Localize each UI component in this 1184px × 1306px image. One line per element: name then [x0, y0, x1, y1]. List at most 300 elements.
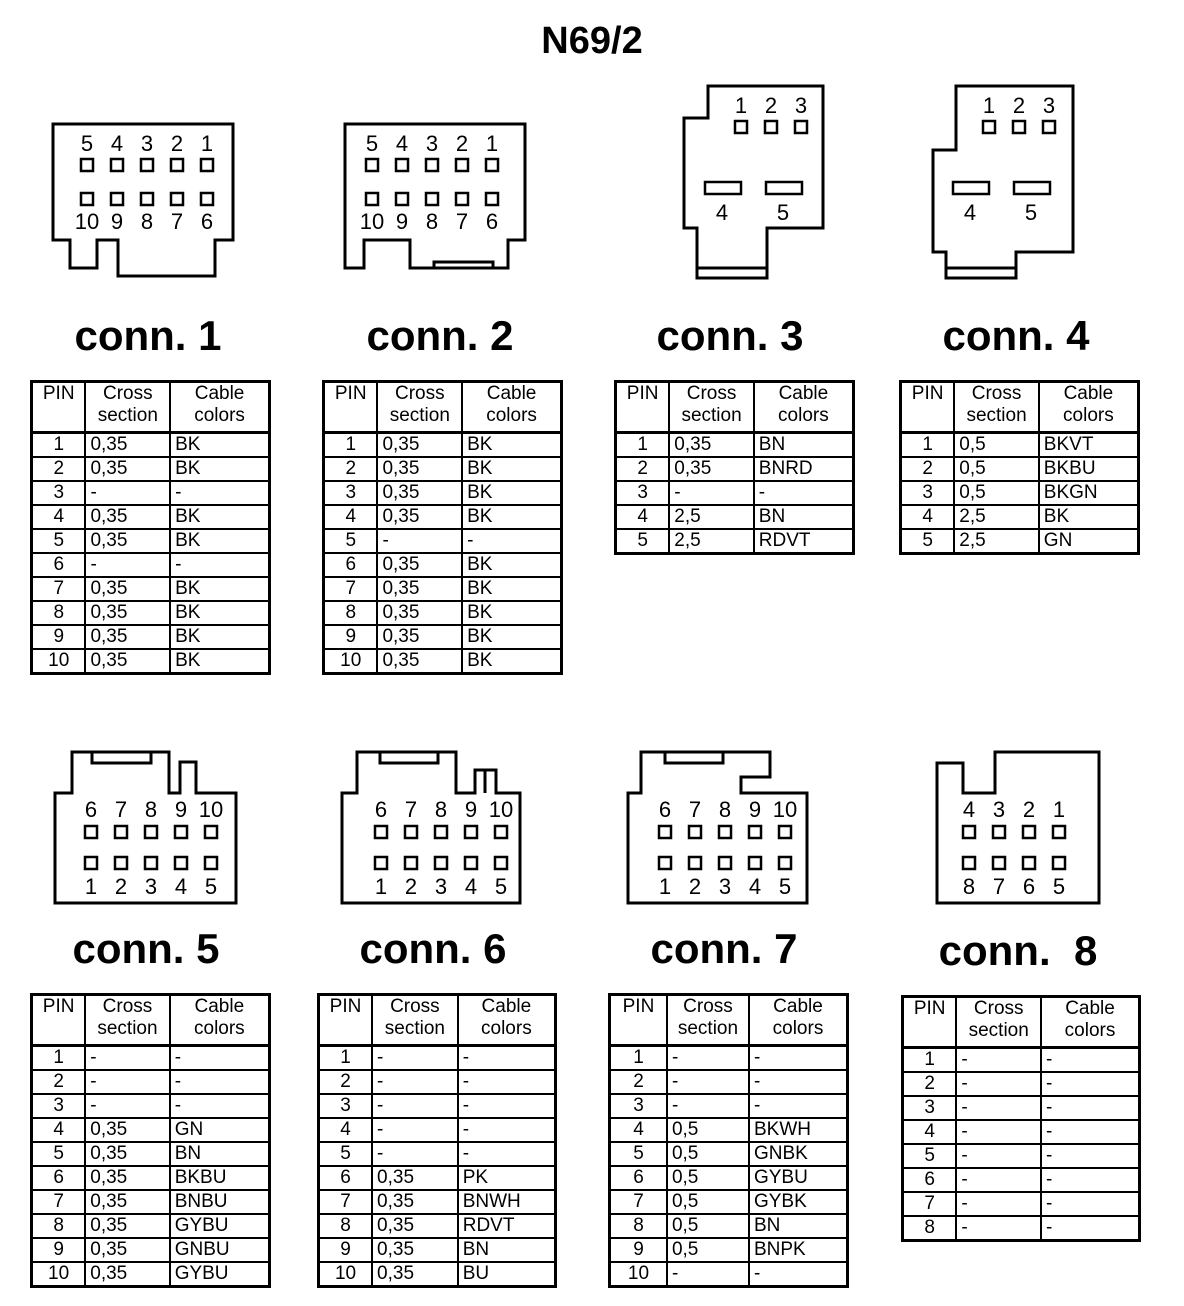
cable-color-value: BK — [170, 577, 269, 601]
cable-color-value: BKBU — [1039, 457, 1139, 481]
cross-section-value: - — [372, 1094, 458, 1118]
cable-color-value: BK — [170, 457, 269, 481]
cable-color-value: - — [458, 1094, 556, 1118]
connector-6-latch — [380, 752, 438, 763]
blade-cavity — [1014, 182, 1050, 194]
cross-section-value: 0,5 — [667, 1118, 749, 1142]
cable-color-value: BU — [458, 1262, 556, 1287]
cross-section-value: 0,35 — [85, 1118, 169, 1142]
pin-label: 4 — [715, 200, 729, 225]
pin-number: 2 — [319, 1070, 373, 1094]
pin-label: 5 — [1052, 874, 1066, 899]
table-row — [319, 1142, 556, 1166]
cross-section-value: 0,35 — [372, 1190, 458, 1214]
table-row — [324, 553, 562, 577]
header-cable-colors: Cable colors — [754, 382, 854, 433]
pin-number: 4 — [319, 1118, 373, 1142]
pin-number: 2 — [903, 1072, 957, 1096]
pin-cavity — [486, 159, 498, 171]
pin-label: 5 — [494, 874, 508, 899]
cable-color-value: - — [1041, 1072, 1139, 1096]
pin-number: 8 — [32, 601, 86, 625]
cable-color-value: GNBU — [170, 1238, 270, 1262]
cable-color-value: BNPK — [749, 1238, 848, 1262]
cross-section-value: - — [956, 1216, 1041, 1241]
cable-color-value: BK — [170, 649, 269, 674]
table-row — [319, 1214, 556, 1238]
pin-number: 2 — [610, 1070, 667, 1094]
connector-6-title: conn. 6 — [359, 925, 507, 972]
pin-cavity — [396, 193, 408, 205]
pin-label: 6 — [485, 209, 499, 234]
header-pin: PIN — [901, 382, 955, 433]
pin-label: 9 — [110, 209, 124, 234]
pin-label: 4 — [395, 131, 409, 156]
cable-color-value: GYBU — [749, 1166, 848, 1190]
pin-cavity — [659, 826, 671, 838]
table-row — [32, 1094, 270, 1118]
pin-cavity — [115, 857, 127, 869]
table-row — [324, 649, 562, 674]
header-pin: PIN — [32, 995, 86, 1046]
pin-label: 1 — [734, 93, 748, 118]
cross-section-value: 0,5 — [667, 1142, 749, 1166]
pin-number: 8 — [610, 1214, 667, 1238]
header-cable-colors: Cable colors — [170, 995, 270, 1046]
cross-section-value: 0,35 — [669, 433, 754, 458]
pin-number: 10 — [610, 1262, 667, 1287]
pin-label: 10 — [772, 797, 798, 822]
table-row — [324, 433, 562, 458]
cross-section-value: 0,35 — [372, 1214, 458, 1238]
table-row — [903, 1192, 1140, 1216]
table-row — [319, 1238, 556, 1262]
cross-section-value: - — [85, 1070, 169, 1094]
cross-section-value: - — [956, 1168, 1041, 1192]
table-row — [610, 1238, 848, 1262]
pin-number: 7 — [610, 1190, 667, 1214]
pin-cavity — [719, 857, 731, 869]
pin-cavity — [435, 826, 447, 838]
pin-number: 7 — [903, 1192, 957, 1216]
connector-6-pin-table — [317, 993, 557, 1288]
pin-number: 2 — [32, 1070, 86, 1094]
cross-section-value: 0,35 — [377, 433, 462, 458]
pin-cavity — [689, 826, 701, 838]
pin-number: 4 — [324, 505, 378, 529]
table-row — [32, 1190, 270, 1214]
connector-5-latch — [92, 752, 151, 763]
cross-section-value: 0,35 — [85, 577, 170, 601]
cross-section-value: 0,5 — [667, 1214, 749, 1238]
table-row — [610, 1118, 848, 1142]
table-row — [32, 1166, 270, 1190]
pin-label: 8 — [718, 797, 732, 822]
pin-number: 7 — [319, 1190, 373, 1214]
pin-cavity — [993, 826, 1005, 838]
pin-cavity — [145, 826, 157, 838]
cross-section-value: 0,35 — [85, 1166, 169, 1190]
pin-label: 7 — [992, 874, 1006, 899]
cross-section-value: 0,35 — [377, 577, 462, 601]
cable-color-value: - — [749, 1094, 848, 1118]
pin-cavity — [795, 121, 807, 133]
cross-section-value: 0,35 — [85, 505, 170, 529]
cable-color-value: BN — [458, 1238, 556, 1262]
pin-label: 9 — [464, 797, 478, 822]
cross-section-value: 2,5 — [669, 529, 754, 554]
pin-label: 8 — [425, 209, 439, 234]
table-row — [324, 601, 562, 625]
table-row — [32, 1262, 270, 1287]
pin-label: 1 — [374, 874, 388, 899]
cross-section-value: - — [956, 1096, 1041, 1120]
connector-1-title: conn. 1 — [74, 312, 222, 359]
pin-number: 9 — [324, 625, 378, 649]
pin-label: 3 — [425, 131, 439, 156]
pin-number: 2 — [616, 457, 670, 481]
pin-label: 8 — [434, 797, 448, 822]
table-row — [324, 529, 562, 553]
header-cross-section: Cross section — [667, 995, 749, 1046]
pin-label: 3 — [1042, 93, 1056, 118]
pin-number: 3 — [32, 481, 86, 505]
pin-number: 3 — [616, 481, 670, 505]
cable-color-value: - — [170, 1094, 270, 1118]
cross-section-value: - — [956, 1048, 1041, 1073]
table-row — [610, 1094, 848, 1118]
pin-label: 6 — [200, 209, 214, 234]
pin-number: 4 — [616, 505, 670, 529]
table-row — [32, 577, 270, 601]
table-row — [319, 1094, 556, 1118]
cable-color-value: BK — [1039, 505, 1139, 529]
cross-section-value: - — [372, 1070, 458, 1094]
cable-color-value: GNBK — [749, 1142, 848, 1166]
cross-section-value: 0,5 — [667, 1166, 749, 1190]
cable-color-value: - — [458, 1070, 556, 1094]
pin-label: 2 — [1012, 93, 1026, 118]
cable-color-value: BKGN — [1039, 481, 1139, 505]
cable-color-value: BK — [462, 433, 561, 458]
cable-color-value: BN — [170, 1142, 270, 1166]
pin-cavity — [85, 857, 97, 869]
pin-number: 4 — [610, 1118, 667, 1142]
cable-color-value: BK — [170, 433, 269, 458]
cable-color-value: PK — [458, 1166, 556, 1190]
cable-color-value: - — [1041, 1120, 1139, 1144]
cross-section-value: 0,5 — [954, 481, 1039, 505]
pin-cavity — [465, 826, 477, 838]
pin-label: 9 — [174, 797, 188, 822]
pin-number: 8 — [32, 1214, 86, 1238]
pin-cavity — [366, 193, 378, 205]
cable-color-value: - — [749, 1046, 848, 1071]
pin-cavity — [1053, 826, 1065, 838]
cross-section-value: 0,35 — [377, 553, 462, 577]
connector-8-pin-table — [901, 995, 1141, 1242]
table-row — [32, 601, 270, 625]
pin-number: 8 — [903, 1216, 957, 1241]
pin-label: 1 — [658, 874, 672, 899]
pin-label: 1 — [1052, 797, 1066, 822]
pin-cavity — [456, 159, 468, 171]
table-row — [32, 481, 270, 505]
table-row — [901, 529, 1139, 554]
pin-number: 4 — [32, 505, 86, 529]
header-cable-colors: Cable colors — [458, 995, 556, 1046]
pin-label: 6 — [658, 797, 672, 822]
pin-label: 1 — [982, 93, 996, 118]
pin-cavity — [145, 857, 157, 869]
connector-1-pin-table — [30, 380, 271, 675]
pin-cavity — [171, 193, 183, 205]
pin-number: 2 — [324, 457, 378, 481]
pin-label: 2 — [114, 874, 128, 899]
cable-color-value: - — [170, 1046, 270, 1071]
pin-number: 5 — [610, 1142, 667, 1166]
pin-number: 4 — [903, 1120, 957, 1144]
pin-number: 6 — [324, 553, 378, 577]
cable-color-value: GN — [170, 1118, 270, 1142]
pin-number: 1 — [32, 433, 86, 458]
pin-cavity — [765, 121, 777, 133]
table-row — [32, 529, 270, 553]
connector-7-pin-table — [608, 993, 849, 1288]
table-row — [32, 1070, 270, 1094]
table-row — [610, 1046, 848, 1071]
table-row — [901, 457, 1139, 481]
header-pin: PIN — [616, 382, 670, 433]
cable-color-value: BK — [462, 457, 561, 481]
cable-color-value: BK — [170, 505, 269, 529]
pin-cavity — [111, 159, 123, 171]
pin-cavity — [111, 193, 123, 205]
header-cross-section: Cross section — [954, 382, 1039, 433]
cable-color-value: BK — [462, 481, 561, 505]
pin-number: 1 — [616, 433, 670, 458]
header-cross-section: Cross section — [85, 995, 169, 1046]
pin-label: 7 — [688, 797, 702, 822]
pin-number: 6 — [610, 1166, 667, 1190]
cable-color-value: BKVT — [1039, 433, 1139, 458]
cross-section-value: 0,35 — [85, 649, 170, 674]
header-cable-colors: Cable colors — [462, 382, 561, 433]
connector-4-title: conn. 4 — [942, 312, 1090, 359]
connector-3-title: conn. 3 — [656, 312, 804, 359]
cable-color-value: - — [1041, 1168, 1139, 1192]
pin-label: 5 — [1024, 200, 1038, 225]
pin-label: 2 — [764, 93, 778, 118]
cable-color-value: BK — [462, 553, 561, 577]
cross-section-value: 0,35 — [85, 433, 170, 458]
pin-number: 3 — [610, 1094, 667, 1118]
pin-label: 5 — [778, 874, 792, 899]
table-row — [32, 625, 270, 649]
pin-number: 9 — [32, 625, 86, 649]
pin-cavity — [201, 159, 213, 171]
pin-number: 5 — [32, 529, 86, 553]
header-pin: PIN — [903, 997, 957, 1048]
pin-number: 5 — [901, 529, 955, 554]
cross-section-value: 0,35 — [85, 1238, 169, 1262]
cable-color-value: - — [1041, 1216, 1139, 1241]
table-row — [32, 505, 270, 529]
cable-color-value: - — [170, 553, 269, 577]
connector-5-title: conn. 5 — [72, 925, 220, 972]
cross-section-value: 0,35 — [377, 601, 462, 625]
pin-number: 4 — [32, 1118, 86, 1142]
pin-number: 9 — [32, 1238, 86, 1262]
pin-number: 7 — [324, 577, 378, 601]
cross-section-value: 0,5 — [667, 1190, 749, 1214]
pin-number: 5 — [616, 529, 670, 554]
cable-color-value: BKWH — [749, 1118, 848, 1142]
cable-color-value: GYBU — [170, 1214, 270, 1238]
table-row — [901, 433, 1139, 458]
table-row — [610, 1190, 848, 1214]
pin-cavity — [495, 826, 507, 838]
pin-number: 10 — [32, 1262, 86, 1287]
pin-number: 10 — [32, 649, 86, 674]
cross-section-value: - — [667, 1262, 749, 1287]
pin-label: 3 — [718, 874, 732, 899]
pin-label: 4 — [963, 200, 977, 225]
header-pin: PIN — [324, 382, 378, 433]
cable-color-value: BN — [754, 433, 854, 458]
cable-color-value: BNBU — [170, 1190, 270, 1214]
page-title: N69/2 — [541, 20, 643, 62]
pin-cavity — [171, 159, 183, 171]
cross-section-value: 0,35 — [377, 649, 462, 674]
pin-number: 6 — [32, 553, 86, 577]
cable-color-value: BNRD — [754, 457, 854, 481]
blade-cavity — [953, 182, 989, 194]
pin-cavity — [779, 857, 791, 869]
pin-label: 3 — [140, 131, 154, 156]
connector-6-housing — [342, 752, 520, 903]
cable-color-value: BK — [170, 529, 269, 553]
cross-section-value: 2,5 — [954, 505, 1039, 529]
table-row — [319, 1070, 556, 1094]
table-row — [610, 1262, 848, 1287]
cross-section-value: 0,35 — [85, 1190, 169, 1214]
pin-number: 3 — [319, 1094, 373, 1118]
cable-color-value: - — [458, 1118, 556, 1142]
cross-section-value: 2,5 — [669, 505, 754, 529]
cable-color-value: - — [749, 1262, 848, 1287]
header-cross-section: Cross section — [377, 382, 462, 433]
cross-section-value: 0,35 — [85, 529, 170, 553]
table-row — [32, 1238, 270, 1262]
table-row — [901, 505, 1139, 529]
table-row — [616, 481, 854, 505]
pin-label: 1 — [485, 131, 499, 156]
pin-number: 5 — [324, 529, 378, 553]
cross-section-value: - — [85, 1046, 169, 1071]
pin-label: 6 — [374, 797, 388, 822]
pin-cavity — [115, 826, 127, 838]
cross-section-value: 0,5 — [667, 1238, 749, 1262]
cross-section-value: 0,5 — [954, 457, 1039, 481]
pin-label: 3 — [434, 874, 448, 899]
pin-label: 6 — [1022, 874, 1036, 899]
table-row — [32, 433, 270, 458]
pin-label: 3 — [144, 874, 158, 899]
pin-cavity — [1053, 857, 1065, 869]
cross-section-value: - — [85, 481, 170, 505]
header-cross-section: Cross section — [956, 997, 1041, 1048]
pin-cavity — [719, 826, 731, 838]
cross-section-value: 0,35 — [372, 1238, 458, 1262]
cross-section-value: 0,35 — [85, 1214, 169, 1238]
table-row — [32, 1046, 270, 1071]
cross-section-value: - — [372, 1142, 458, 1166]
pin-cavity — [375, 826, 387, 838]
pin-cavity — [689, 857, 701, 869]
table-row — [610, 1214, 848, 1238]
connector-5-pin-table — [30, 993, 271, 1288]
table-row — [32, 553, 270, 577]
pin-cavity — [983, 121, 995, 133]
header-pin: PIN — [319, 995, 373, 1046]
pin-cavity — [1043, 121, 1055, 133]
connector-3-pin-table — [614, 380, 855, 555]
table-row — [319, 1190, 556, 1214]
pin-label: 6 — [84, 797, 98, 822]
table-row — [324, 625, 562, 649]
cable-color-value: BK — [170, 601, 269, 625]
cross-section-value: - — [377, 529, 462, 553]
cable-color-value: BK — [462, 625, 561, 649]
pin-cavity — [779, 826, 791, 838]
header-cross-section: Cross section — [669, 382, 754, 433]
cable-color-value: - — [458, 1046, 556, 1071]
table-row — [319, 1046, 556, 1071]
pin-number: 10 — [319, 1262, 373, 1287]
pin-number: 1 — [901, 433, 955, 458]
pin-cavity — [963, 857, 975, 869]
pin-number: 6 — [319, 1166, 373, 1190]
pin-cavity — [141, 193, 153, 205]
connector-8-housing — [937, 752, 1099, 903]
pin-label: 5 — [365, 131, 379, 156]
pin-cavity — [405, 826, 417, 838]
table-row — [616, 457, 854, 481]
cross-section-value: 0,35 — [377, 505, 462, 529]
pin-number: 3 — [903, 1096, 957, 1120]
pin-cavity — [456, 193, 468, 205]
connector-7-title: conn. 7 — [650, 925, 798, 972]
table-row — [32, 1142, 270, 1166]
header-cross-section: Cross section — [372, 995, 458, 1046]
pin-cavity — [205, 826, 217, 838]
cross-section-value: - — [956, 1144, 1041, 1168]
pin-label: 9 — [748, 797, 762, 822]
pin-label: 2 — [1022, 797, 1036, 822]
pin-label: 8 — [140, 209, 154, 234]
cable-color-value: - — [462, 529, 561, 553]
cable-color-value: BK — [170, 625, 269, 649]
pin-cavity — [405, 857, 417, 869]
table-row — [903, 1144, 1140, 1168]
pin-number: 1 — [32, 1046, 86, 1071]
cross-section-value: 0,35 — [377, 457, 462, 481]
cross-section-value: 0,35 — [85, 457, 170, 481]
table-row — [324, 577, 562, 601]
cable-color-value: BK — [462, 649, 561, 674]
table-row — [903, 1048, 1140, 1073]
